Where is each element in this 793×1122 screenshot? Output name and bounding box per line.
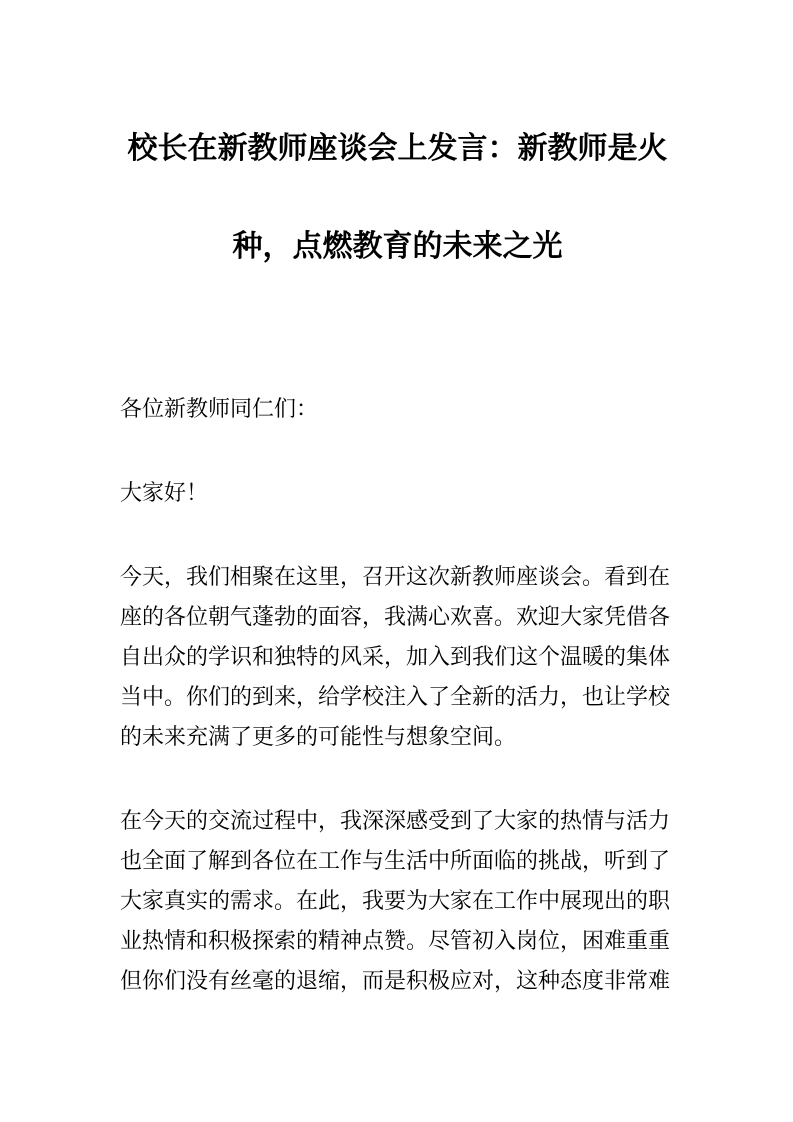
- document-title-line-1: 校长在新教师座谈会上发言：新教师是火: [127, 132, 668, 165]
- greeting-paragraph: 大家好！: [120, 480, 209, 505]
- document-body: [120, 389, 672, 1001]
- body-paragraph-1: 今天，我们相聚在这里，召开这次新教师座谈会。看到在座的各位朝气蓬勃的面容，我满心欢喜。欢迎大家凭借各自出众的学识和独特的风采，加入到我们这个温暖的集体当中。你们的到来，给学校注入了全新的活力，也让学校的未来充满了更多的可能性与想象空间。: [120, 564, 671, 749]
- document-title-line-2: 种，点燃教育的未来之光: [232, 230, 563, 263]
- salutation-paragraph: 各位新教师同仁们：: [120, 396, 319, 421]
- document-title: [120, 100, 675, 296]
- body-paragraph-2: 在今天的交流过程中，我深深感受到了大家的热情与活力也全面了解到各位在工作与生活中所面临的挑战，听到了大家真实的需求。在此，我要为大家在工作中展现出的职业热情和积极探索的精神点赞。尽管初入岗位，困难重重但你们没有丝毫的退缩，而是积极应对，这种态度非常难: [120, 808, 671, 993]
